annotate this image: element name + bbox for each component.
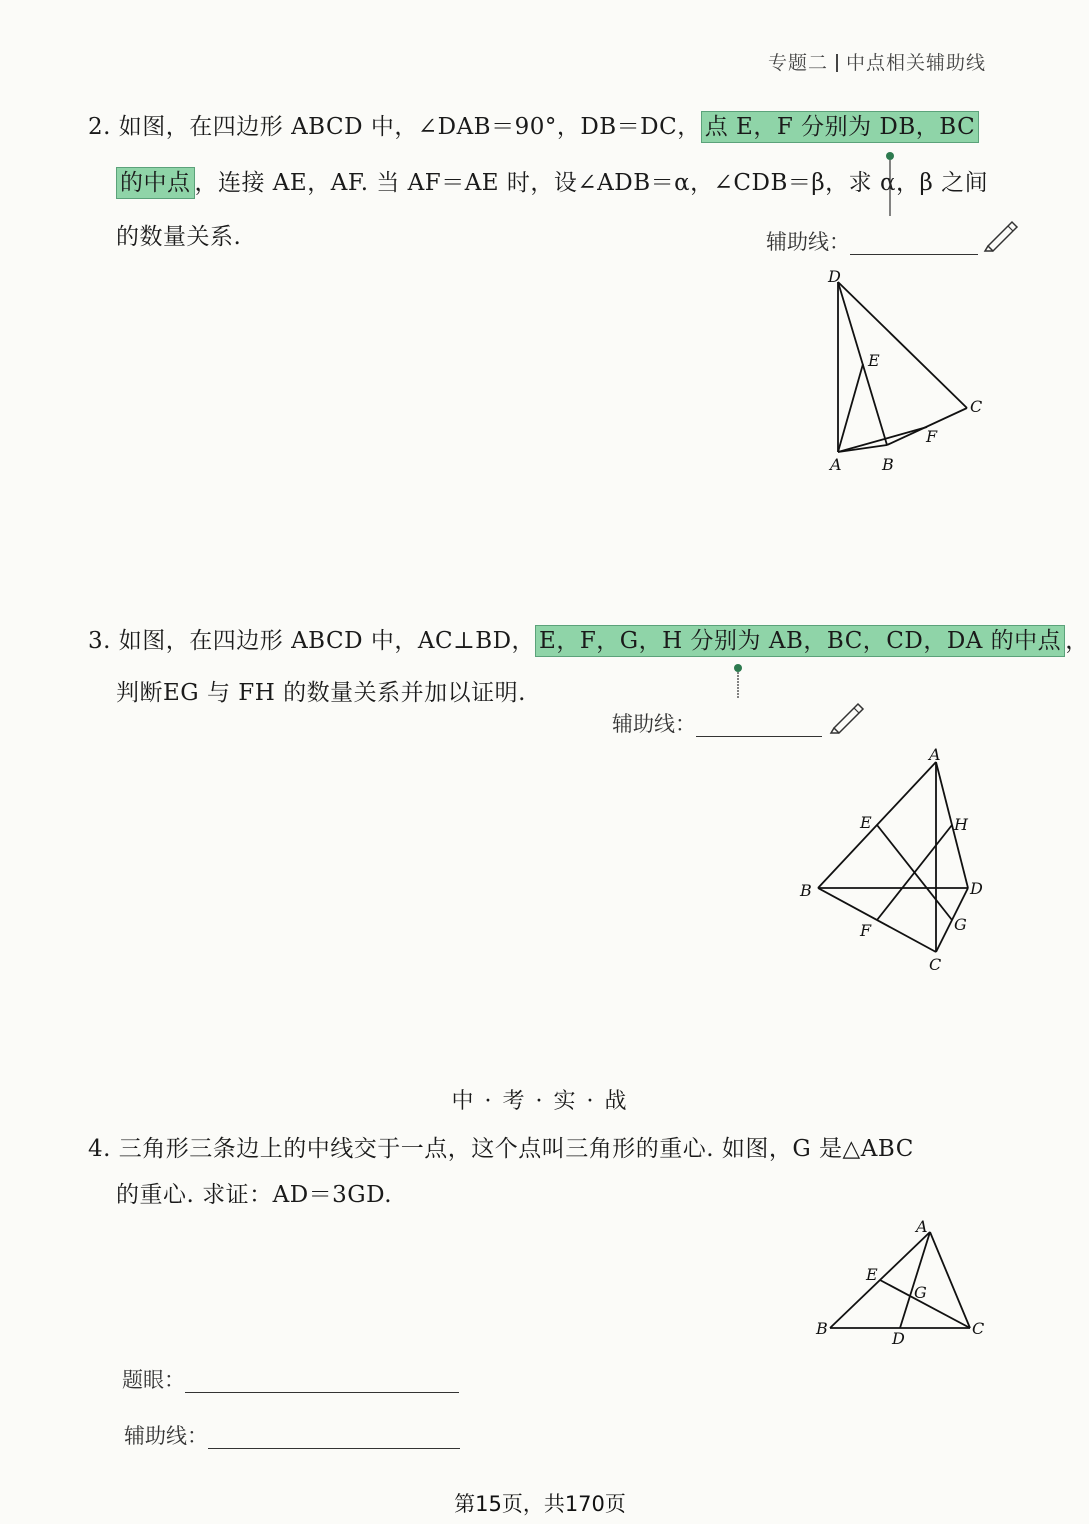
q2-aux-label: 辅助线： [766,230,850,254]
q3-aux-blank[interactable] [696,736,822,737]
q3-label-F: F [860,921,872,940]
q4-eye-label: 题眼： [122,1368,185,1392]
q4-label-B: B [816,1319,828,1338]
header-divider [836,54,838,72]
q2-figure [818,262,998,482]
q3-label-A: A [929,745,941,764]
q3-highlight-1: E，F，G，H 分别为 AB，BC，CD，DA 的中点 [535,625,1065,657]
q4-label-E: E [866,1265,878,1284]
q4-label-C: C [972,1319,985,1338]
q2-text-1: 2. 如图，在四边形 ABCD 中，∠DAB＝90°，DB＝DC， [88,114,701,140]
pencil-icon [982,218,1020,252]
q2-highlight-1: 点 E，F 分别为 DB，BC [701,111,979,143]
q4-aux-blank[interactable] [208,1448,460,1449]
pin-marker-icon [732,662,744,702]
page-footer: 第15页，共170页 [454,1492,626,1516]
q2-segment-AE [838,364,863,452]
q4-label-G: G [914,1283,927,1302]
q2-label-D: D [828,267,841,286]
page-header [768,48,986,75]
q4-segment-CA [930,1232,970,1328]
pencil-icon [828,700,866,734]
q4-label-A: A [916,1217,928,1236]
pin-marker-icon [884,150,896,220]
q2-label-B: B [882,455,894,474]
q3-aux-line [612,708,822,738]
q2-line1 [88,116,979,139]
q2-label-C: C [970,397,983,416]
q2-label-A: A [830,455,842,474]
q4-figure [808,1212,998,1352]
q4-eye-line [122,1364,459,1394]
q2-aux-line [766,226,978,256]
q3-aux-label: 辅助线： [612,712,696,736]
header-topic: 专题二 [767,52,828,74]
q3-text-1: 3. 如图，在四边形 ABCD 中，AC⊥BD， [88,628,536,654]
q4-label-D: D [892,1329,905,1348]
header-title: 中点相关辅助线 [845,52,986,74]
q4-line1: 4. 三角形三条边上的中线交于一点，这个点叫三角形的重心. 如图，G 是△ABC [88,1136,914,1162]
q3-label-D: D [970,879,983,898]
q4-aux-line [124,1420,460,1450]
q2-aux-blank[interactable] [850,254,978,255]
q3-label-G: G [954,915,967,934]
q2-highlight-2: 的中点 [116,167,195,199]
q2-label-F: F [926,427,938,446]
q2-label-E: E [868,351,880,370]
q4-eye-blank[interactable] [185,1392,459,1393]
q3-figure [796,740,996,980]
q3-label-H: H [954,815,968,834]
q3-line2: 判断EG 与 FH 的数量关系并加以证明. [116,680,526,706]
q4-aux-label: 辅助线： [124,1424,208,1448]
q3-label-E: E [860,813,872,832]
q3-line1 [88,630,1089,653]
q4-line2: 的重心. 求证：AD＝3GD. [116,1182,393,1208]
section-title: 中 · 考 · 实 · 战 [451,1089,629,1114]
q3-label-B: B [800,881,812,900]
q3-label-C: C [929,955,942,974]
q2-text-2: ，连接 AE，AF. 当 AF＝AE 时，设∠ADB＝α，∠CDB＝β，求 α，β 之间 [194,170,989,196]
q2-line2 [116,172,988,195]
q3-text-1b: ， [1065,628,1089,654]
q2-line3: 的数量关系. [116,224,242,250]
